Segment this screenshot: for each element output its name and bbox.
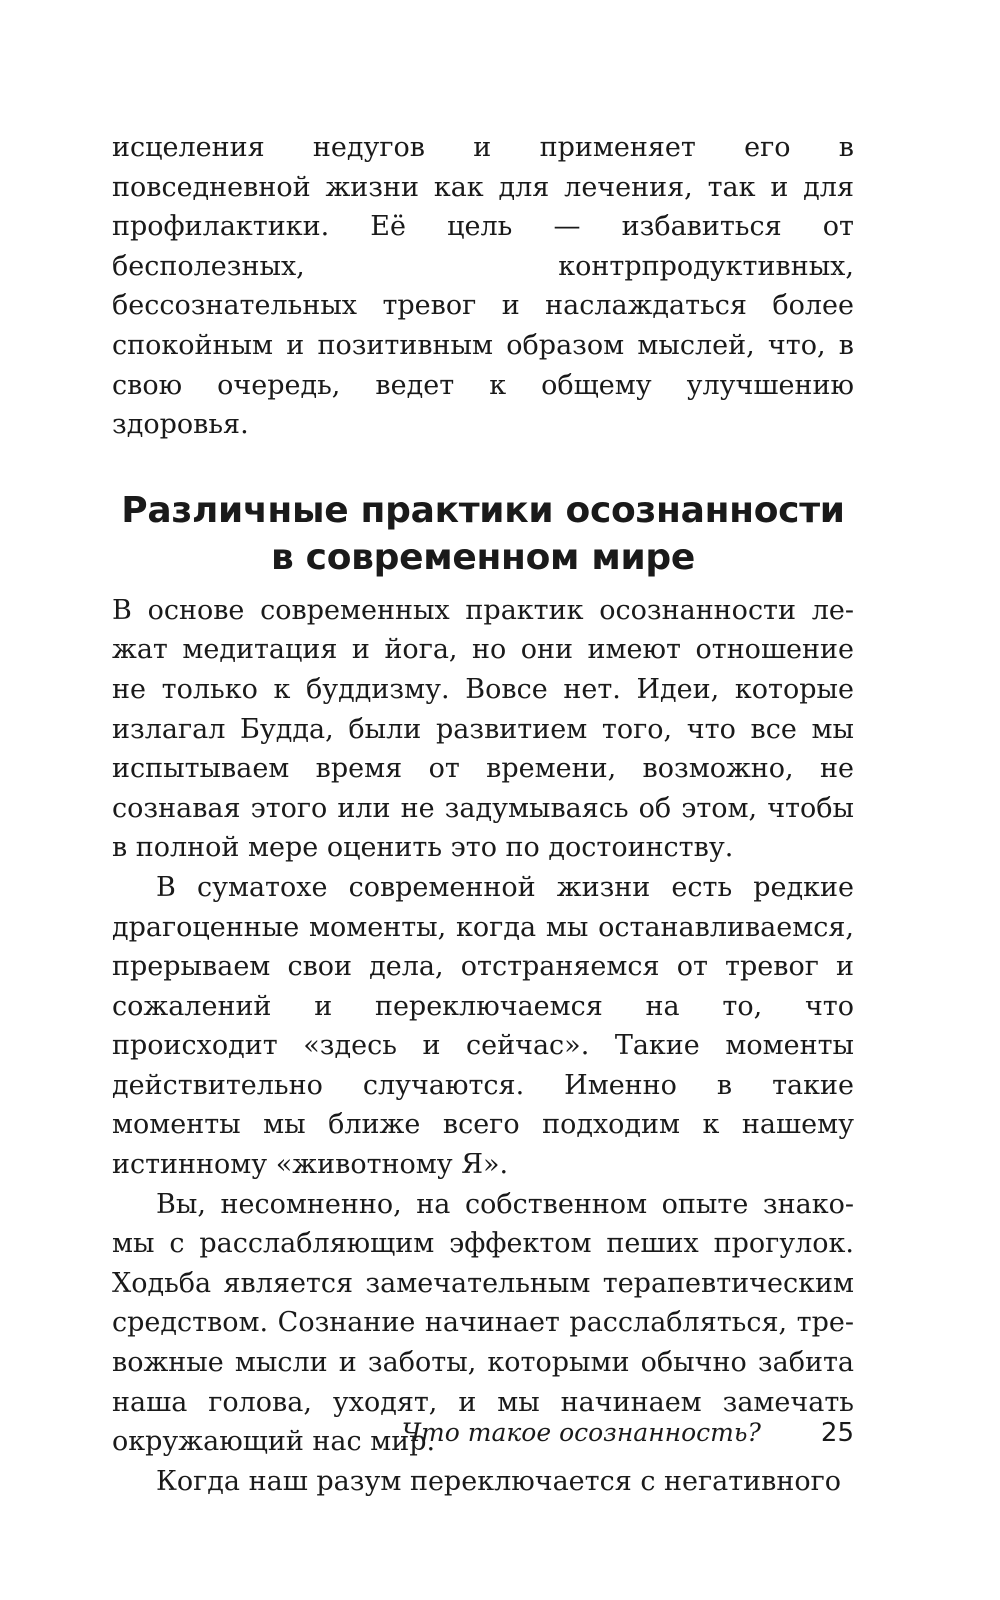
paragraph-3: Вы, несомненно, на собственном опыте знакомы с расслабляющим эффектом пеших прогулок. Ходьба является замечательным терапевтическим средством. Сознание начинает расслабляться, тревожные мысли и заботы, которыми обычно забита наша голова, уходят, и мы начинаем замечать окружающий нас мир. xyxy=(112,1188,854,1458)
page-footer xyxy=(112,1418,854,1448)
paragraph-4: Когда наш разум переключается с негативного xyxy=(156,1465,842,1497)
section-heading-line-1: Различные практики осознанности xyxy=(121,489,845,531)
paragraph-1: В основе современных практик осознанности лежат медитация и йога, но они имеют отношение не только к буддизму. Вовсе нет. Идеи, которые излагал Будда, были развитием того, что все мы испытываем время от времени, возможно, не сознавая этого или не задумываясь об этом, чтобы в полной мере оценить это по достоинству. xyxy=(112,594,854,864)
section-heading xyxy=(112,487,854,581)
running-title: Что такое осознанность? xyxy=(401,1418,761,1447)
page-number: 25 xyxy=(820,1418,854,1448)
page-content xyxy=(112,128,854,1501)
section-heading-line-2: в современном мире xyxy=(270,536,696,578)
paragraph-2: В суматохе современной жизни есть редкие драгоценные моменты, когда мы останавливаемся, прерываем свои дела, отстраняемся от тревог и сожалений и переключаемся на то, что происходит «здесь и сейчас». Такие моменты действительно случаются. Именно в такие моменты мы ближе всего подходим к нашему истинному «животному Я». xyxy=(112,871,854,1181)
continuation-paragraph: исцеления недугов и применяет его в повседневной жизни как для лечения, так и для профилактики. Её цель — избавиться от бесполезных, контрпродуктивных, бессознательных тревог и наслаждаться более спокойным и позитивным образом мыслей, что, в свою очередь, ведет к общему улучшению здоровья. xyxy=(112,132,854,441)
